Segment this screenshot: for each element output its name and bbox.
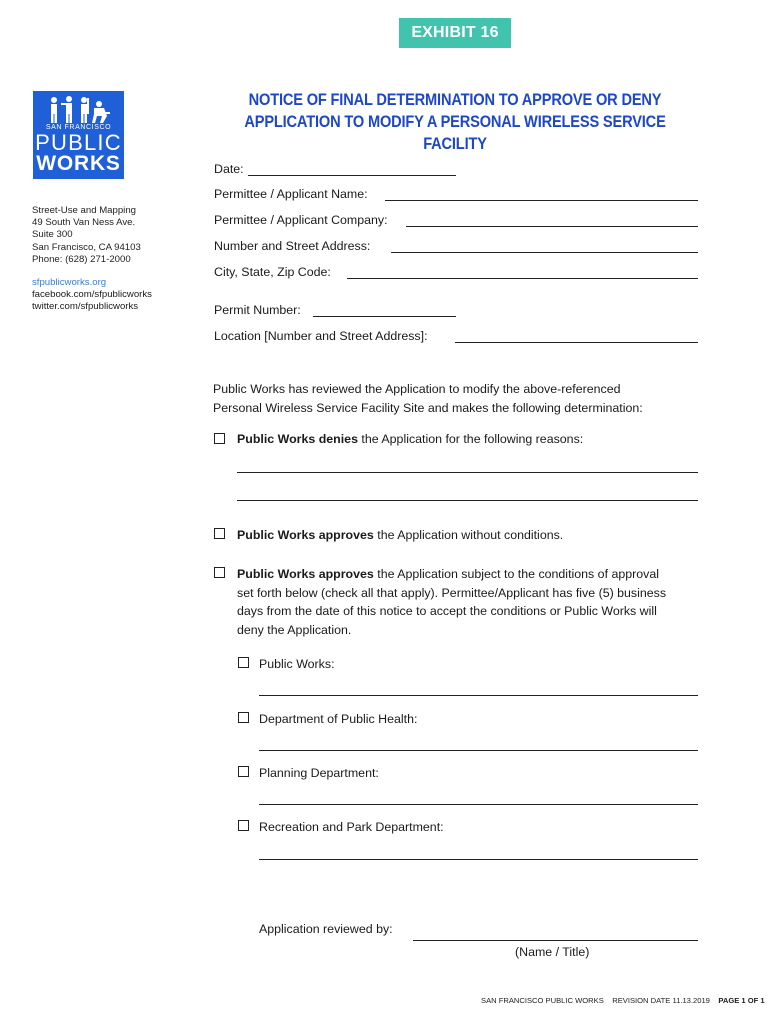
contact-dept: Street-Use and Mapping [32, 205, 136, 216]
contact-address-1: 49 South Van Ness Ave. [32, 217, 136, 229]
public-health-label: Department of Public Health: [259, 712, 418, 726]
exhibit-badge [399, 18, 511, 48]
deny-checkbox[interactable] [214, 433, 225, 444]
date-label: Date: [214, 162, 244, 176]
approve-checkbox[interactable] [214, 528, 225, 539]
city-state-zip-field[interactable] [347, 278, 698, 279]
contact-address-2: Suite 300 [32, 229, 73, 241]
recreation-label: Recreation and Park Department: [259, 820, 444, 834]
permit-number-field[interactable] [313, 316, 456, 317]
reviewed-by-field[interactable] [413, 940, 698, 941]
facebook-link[interactable]: facebook.com/sfpublicworks [32, 289, 152, 301]
cond-line-3: days from the date of this notice to accept the conditions or Public Works will [237, 604, 657, 618]
location-field[interactable] [455, 342, 698, 343]
logo-line-public: PUBLIC [35, 130, 122, 155]
contact-block [32, 205, 141, 266]
recreation-line[interactable] [259, 859, 698, 860]
website-link[interactable]: sfpublicworks.org [32, 277, 107, 288]
public-works-checkbox[interactable] [238, 657, 249, 668]
cond-bold: Public Works approves [237, 567, 374, 581]
page-footer [481, 996, 765, 1005]
permittee-name-field[interactable] [385, 200, 698, 201]
title-line-1: NOTICE OF FINAL DETERMINATION TO APPROVE OR DENY [248, 90, 662, 109]
cond-rest: the Application subject to the conditions of approval [373, 567, 659, 581]
permittee-company-label: Permittee / Applicant Company: [214, 213, 388, 227]
links-block [32, 277, 152, 314]
intro-paragraph [213, 380, 643, 417]
deny-reason-line-1[interactable] [237, 472, 698, 473]
date-field[interactable] [248, 175, 456, 176]
conditional-approve-text [237, 565, 666, 639]
city-state-zip-label: City, State, Zip Code: [214, 265, 331, 279]
cond-line-4: deny the Application. [237, 622, 352, 637]
approve-bold: Public Works approves [237, 528, 374, 542]
planning-checkbox[interactable] [238, 766, 249, 777]
deny-rest: the Application for the following reasons: [357, 432, 584, 446]
exhibit-label: EXHIBIT 16 [411, 24, 499, 41]
deny-bold: Public Works denies [237, 432, 358, 446]
footer-page: PAGE 1 OF 1 [718, 996, 765, 1005]
deny-reason-line-2[interactable] [237, 500, 698, 501]
conditional-approve-checkbox[interactable] [214, 567, 225, 578]
title-line-2: APPLICATION TO MODIFY A PERSONAL WIRELESS SERVICE FACILITY [244, 112, 666, 153]
footer-revision: REVISION DATE 11.13.2019 [612, 996, 710, 1005]
approve-option-text [237, 528, 563, 542]
public-health-line[interactable] [259, 750, 698, 751]
document-title [240, 89, 670, 155]
reviewed-by-label: Application reviewed by: [259, 922, 393, 936]
approve-rest: the Application without conditions. [373, 528, 564, 542]
public-works-line[interactable] [259, 695, 698, 696]
twitter-link[interactable]: twitter.com/sfpublicworks [32, 301, 139, 313]
cond-line-2: set forth below (check all that apply). Permittee/Applicant has five (5) business [237, 585, 667, 600]
street-address-field[interactable] [391, 252, 698, 253]
recreation-checkbox[interactable] [238, 820, 249, 831]
logo-line-works: WORKS [36, 152, 121, 175]
planning-line[interactable] [259, 804, 698, 805]
deny-option-text [237, 432, 583, 446]
contact-city: San Francisco, CA 94103 [32, 241, 141, 253]
name-title-caption: (Name / Title) [515, 945, 590, 959]
street-address-label: Number and Street Address: [214, 239, 371, 253]
public-health-checkbox[interactable] [238, 712, 249, 723]
location-label: Location [Number and Street Address]: [214, 329, 428, 343]
logo-line-sf: SAN FRANCISCO [45, 124, 112, 131]
permittee-name-label: Permittee / Applicant Name: [214, 187, 368, 201]
intro-line-2: Personal Wireless Service Facility Site and makes the following determination: [213, 400, 643, 415]
public-works-logo [33, 91, 124, 179]
contact-phone: Phone: (628) 271-2000 [32, 253, 131, 265]
intro-line-1: Public Works has reviewed the Application to modify the above-referenced [213, 382, 621, 396]
workers-icon [47, 96, 111, 124]
public-works-label: Public Works: [259, 657, 335, 671]
permittee-company-field[interactable] [406, 226, 698, 227]
planning-label: Planning Department: [259, 766, 379, 780]
permit-number-label: Permit Number: [214, 303, 301, 317]
footer-org: SAN FRANCISCO PUBLIC WORKS [481, 996, 604, 1005]
